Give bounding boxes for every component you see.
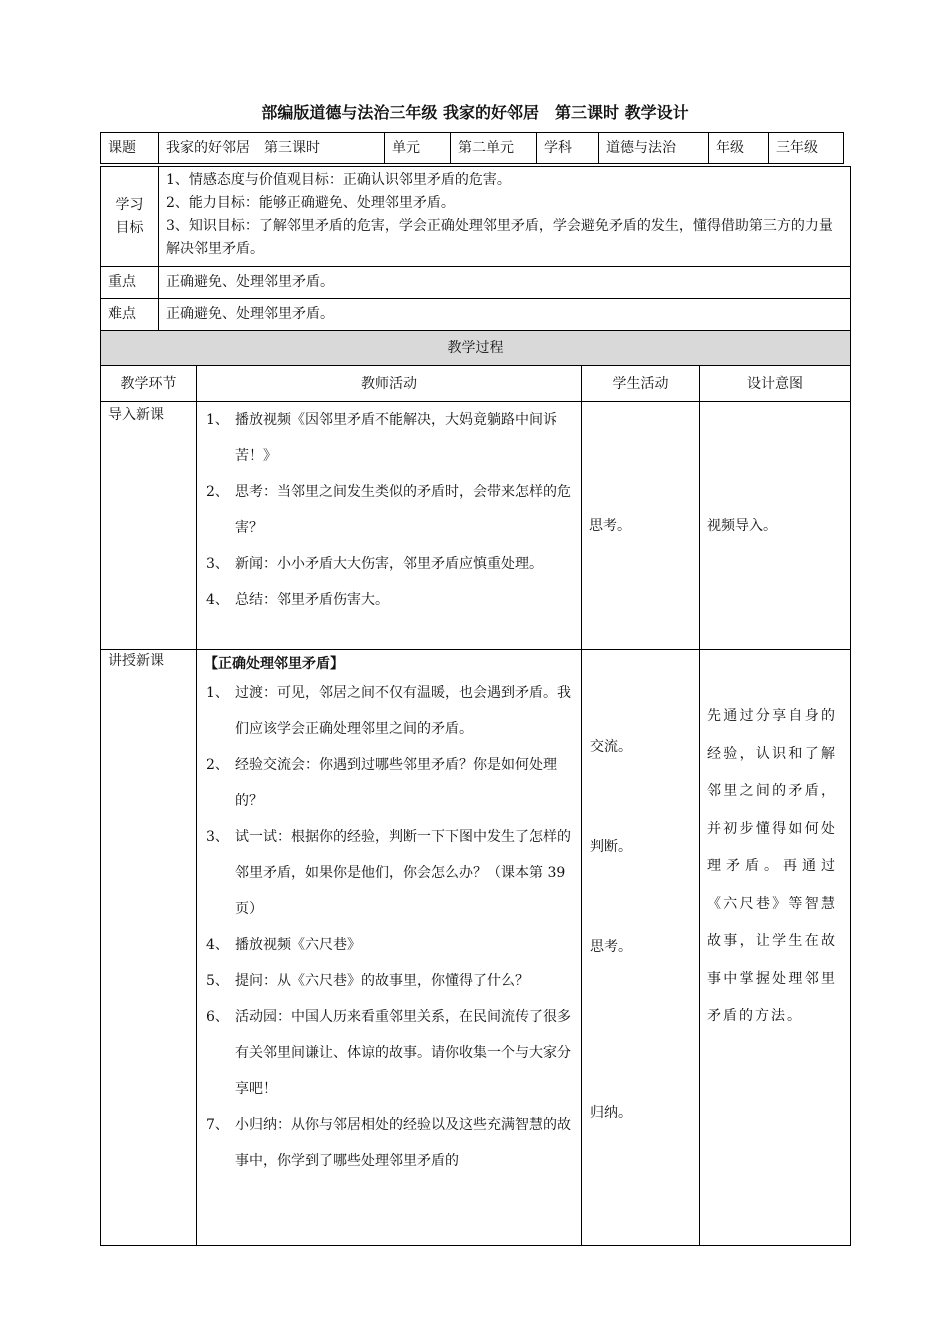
grade-value: 三年级 — [769, 133, 844, 164]
difficulty-label: 难点 — [101, 299, 159, 331]
lecture-heading: 【正确处理邻里矛盾】 — [204, 656, 344, 672]
list-item: 2、 思考：当邻里之间发生类似的矛盾时，会带来怎样的危害？ — [206, 484, 571, 536]
intro-row — [101, 402, 851, 650]
list-item: 1、 过渡：可见，邻居之间不仅有温暖，也会遇到矛盾。我们应该学会正确处理邻里之间的矛盾。 — [206, 685, 571, 737]
unit-value: 第二单元 — [451, 133, 537, 164]
goals-label-line2: 目标 — [115, 219, 144, 236]
intro-student: 思考。 — [582, 402, 700, 650]
col-stage: 教学环节 — [101, 366, 197, 402]
subject-label: 学科 — [537, 133, 599, 164]
intro-teacher — [197, 402, 582, 650]
unit-label: 单元 — [385, 133, 451, 164]
goals-content — [159, 167, 851, 267]
list-item: 5、 提问：从《六尺巷》的故事里，你懂得了什么？ — [206, 973, 529, 989]
list-item: 6、 活动园：中国人历来看重邻里关系，在民间流传了很多有关邻里间谦让、体谅的故事。请你收集一个与大家分享吧！ — [206, 1009, 571, 1097]
difficulty-row — [101, 299, 851, 331]
key-point-value: 正确避免、处理邻里矛盾。 — [159, 267, 851, 299]
list-item: 3、 试一试：根据你的经验，判断一下下图中发生了怎样的邻里矛盾，如果你是他们，你会怎么办？（课本第 39 页） — [206, 829, 571, 917]
student-activity-1: 交流。 — [590, 739, 632, 755]
intro-teacher-list — [204, 402, 574, 618]
goals-label-line1: 学习 — [115, 196, 144, 213]
goals-row — [101, 167, 851, 267]
list-item: 3、 新闻：小小矛盾大大伤害，邻里矛盾应慎重处理。 — [206, 556, 543, 572]
key-point-row — [101, 267, 851, 299]
goals-table — [100, 166, 851, 331]
process-header-row — [101, 331, 851, 366]
list-item: 7、 小归纳：从你与邻居相处的经验以及这些充满智慧的故事中，你学到了哪些处理邻里矛盾的 — [206, 1117, 571, 1169]
intro-stage: 导入新课 — [101, 402, 197, 650]
lecture-stage: 讲授新课 — [101, 650, 197, 1246]
list-item: 2、 经验交流会：你遇到过哪些邻里矛盾？你是如何处理的？ — [206, 757, 557, 809]
grade-label: 年级 — [709, 133, 769, 164]
difficulty-value: 正确避免、处理邻里矛盾。 — [159, 299, 851, 331]
lecture-teacher-list — [204, 675, 574, 1179]
col-intent: 设计意图 — [700, 366, 851, 402]
list-item: 4、 播放视频《六尺巷》 — [206, 937, 361, 953]
lecture-row — [101, 650, 851, 1246]
lecture-intent — [700, 650, 851, 1246]
goal-item-3: 3、知识目标：了解邻里矛盾的危害，学会正确处理邻里矛盾，学会避免矛盾的发生，懂得借助第三方的力量解决邻里矛盾。 — [166, 218, 833, 257]
subject-value: 道德与法治 — [599, 133, 709, 164]
info-table — [100, 132, 844, 164]
lecture-student — [582, 650, 700, 1246]
process-table — [100, 330, 851, 1246]
goal-item-1: 1、情感态度与价值观目标：正确认识邻里矛盾的危害。 — [166, 172, 511, 188]
goals-label — [101, 167, 159, 267]
page-title: 部编版道德与法治三年级 我家的好邻居 第三课时 教学设计 — [261, 103, 689, 122]
key-point-label: 重点 — [101, 267, 159, 299]
student-activity-2: 判断。 — [590, 839, 632, 855]
col-teacher: 教师活动 — [197, 366, 582, 402]
process-columns-row — [101, 366, 851, 402]
lecture-intent-text: 先通过分享自身的经验，认识和了解邻里之间的矛盾，并初步懂得如何处理矛盾。再通过《六尺巷》等智慧故事，让学生在故事中掌握处理邻里矛盾的方法。 — [707, 708, 837, 1024]
col-student: 学生活动 — [582, 366, 700, 402]
student-activity-3: 思考。 — [590, 939, 632, 955]
list-item: 4、 总结：邻里矛盾伤害大。 — [206, 592, 389, 608]
info-row — [101, 133, 844, 164]
intro-intent: 视频导入。 — [700, 402, 851, 650]
goal-item-2: 2、能力目标：能够正确避免、处理邻里矛盾。 — [166, 195, 455, 211]
process-header: 教学过程 — [101, 331, 851, 366]
lecture-teacher — [197, 650, 582, 1246]
topic-value: 我家的好邻居 第三课时 — [159, 133, 385, 164]
student-activity-4: 归纳。 — [590, 1105, 632, 1121]
topic-label: 课题 — [101, 133, 159, 164]
list-item: 1、 播放视频《因邻里矛盾不能解决，大妈竟躺路中间诉苦！》 — [206, 412, 557, 464]
